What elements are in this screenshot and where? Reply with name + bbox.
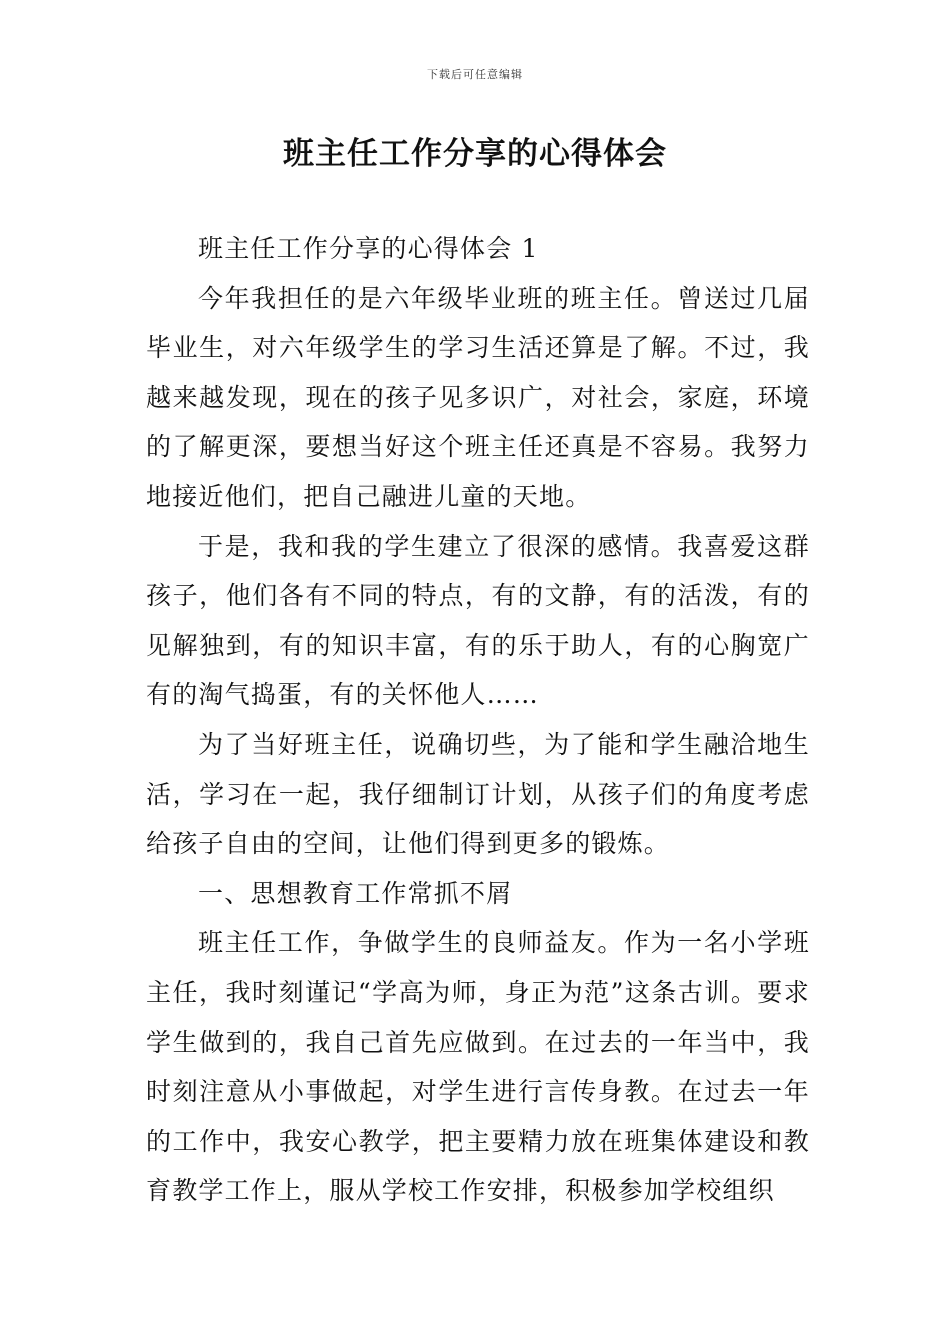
header-note: 下载后可任意编辑 bbox=[427, 68, 523, 81]
paragraph-3: 为了当好班主任，说确切些，为了能和学生融洽地生活，学习在一起，我仔细制订计划，从孩子们的角度考虑给孩子自由的空间，让他们得到更多的锻炼。 bbox=[146, 729, 810, 859]
paragraph-2: 于是，我和我的学生建立了很深的感情。我喜爱这群孩子，他们各有不同的特点，有的文静，有的活泼，有的见解独到，有的知识丰富，有的乐于助人，有的心胸宽广有的淘气捣蛋，有的关怀他人…… bbox=[146, 531, 810, 710]
section-heading-1: 一、思想教育工作常抓不屑 bbox=[198, 878, 513, 908]
paragraph-1: 今年我担任的是六年级毕业班的班主任。曾送过几届毕业生，对六年级学生的学习生活还算是了解。不过，我越来越发现，现在的孩子见多识广，对社会，家庭，环境的了解更深，要想当好这个班主任还真是不容易。我努力地接近他们，把自己融进儿童的天地。 bbox=[146, 283, 810, 511]
paragraph-4: 班主任工作，争做学生的良师益友。作为一名小学班主任，我时刻谨记“学高为师，身正为范”这条古训。要求学生做到的，我自己首先应做到。在过去的一年当中，我时刻注意从小事做起，对学生进行言传身教。在过去一年的工作中，我安心教学，把主要精力放在班集体建设和教育教学工作上，服从学校工作安排，积极参加学校组织 bbox=[146, 928, 810, 1206]
section-subtitle: 班主任工作分享的心得体会 1 bbox=[198, 234, 539, 263]
document-title: 班主任工作分享的心得体会 bbox=[283, 136, 667, 172]
document-body bbox=[146, 224, 810, 1216]
